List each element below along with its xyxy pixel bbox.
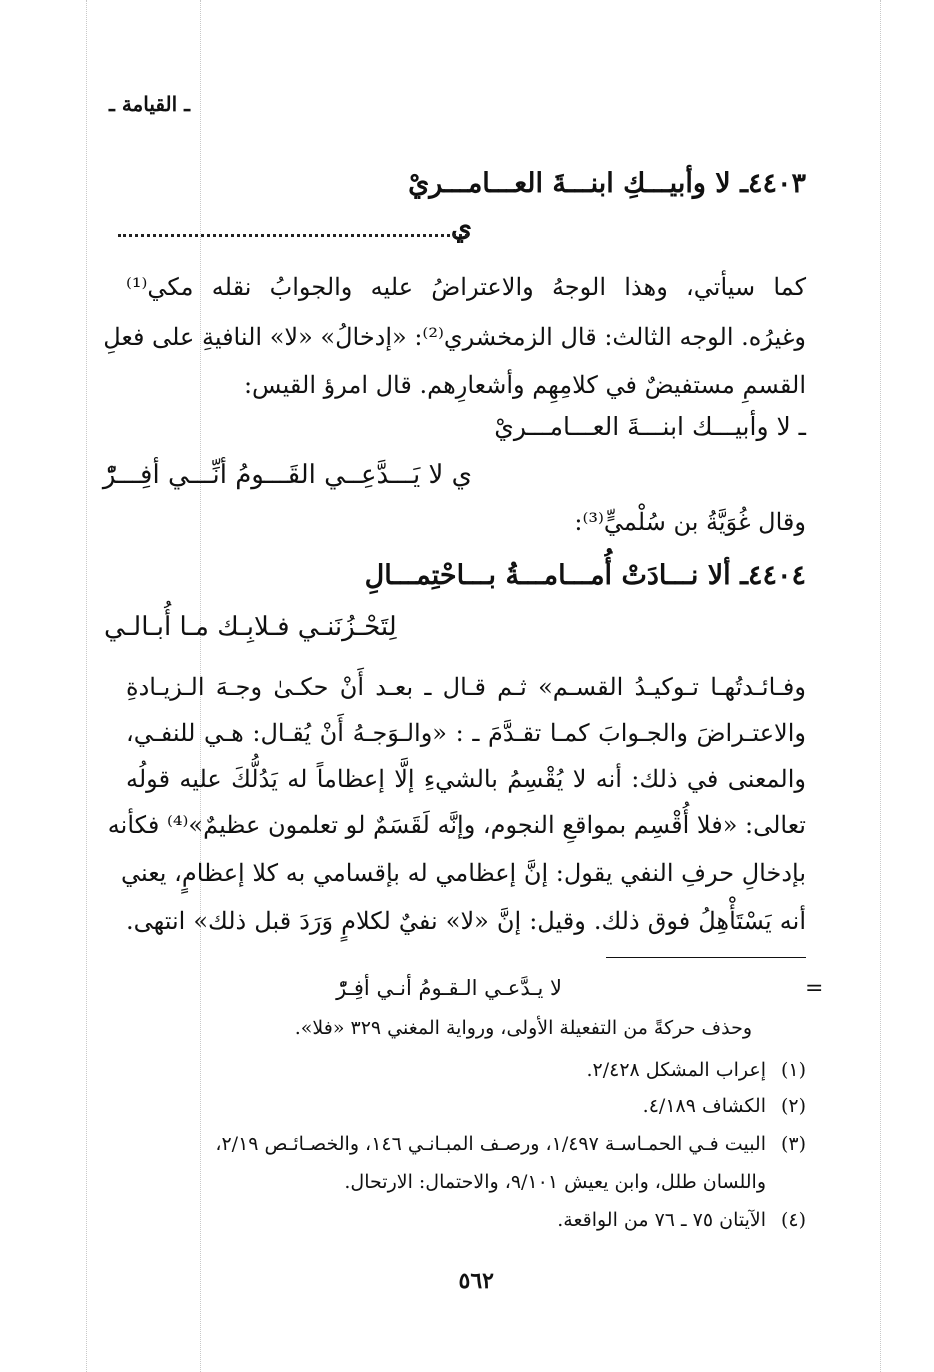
footnote-separator [606,957,806,958]
footnote-number: (٣) [780,1133,806,1155]
quote-imru-first-half: ـ لا وأبيـــك ابنـــةَ العـــامـــريْ [494,412,806,441]
verse-4403-ya: ي [450,212,472,243]
footnote-number: (٢) [780,1095,806,1117]
paragraph-2-line-6: أنه يَسْتَأْهِلُ فوق ذلك. وقيل: إنَّ «لا» نفيٌ لكلامٍ وَرَدَ قبل ذلك» انتهى. [126,907,806,935]
verse-number: ٤٤٠٣ [747,168,806,199]
footnote-cont-verse: لا يـدَّعـي الـقـومُ أنـي أفِـرّْ [336,976,562,1000]
footnote-3-continuation: واللسان طلل، وابن يعيش ٩/١٠١، والاحتمال: الارتحال. [344,1171,766,1193]
footnote-1 [586,1056,806,1084]
verse-text: ـ ألا نـــادَتْ أُمـــامـــةُ بـــاحْتِمـــالِ [364,560,748,591]
footnote-text: البيت فـي الحمـاسـة ١/٤٩٧، ورصـف المبـانـي ١٤٦، والخصـائـص ٢/١٩، [215,1133,766,1155]
footnote-text: الكشاف ٤/١٨٩. [642,1095,766,1117]
running-header: ـ القيامة ـ [109,92,190,116]
verse-text: ـ لا وأبيـــكِ ابنـــةَ العـــامـــريْ [408,168,748,199]
page-number: ٥٦٢ [458,1268,494,1294]
footnote-text: الآيتان ٧٥ ـ ٧٦ من الواقعة. [557,1209,766,1231]
paragraph-1-line-1: كما سيأتي، وهذا الوجهُ والاعتراضُ عليه والجوابُ نقله مكي⁽¹⁾ [126,273,806,301]
footnote-4 [557,1206,806,1234]
verse-4403-first-half [408,168,806,199]
paragraph-2-line-2: والاعتـراضَ والجـوابَ كمـا تقـدَّمَ ـ : «والـوَجـهُ أَنْ يُقـال: هـي للنفـي، [126,719,806,747]
paragraph-1-line-3: القسمِ مستفيضٌ في كلامِهِم وأشعارِهم. قال امرؤ القيس: [243,371,806,399]
footnote-number: (٤) [780,1209,806,1231]
footnote-text: إعراب المشكل ٢/٤٢٨. [586,1059,766,1081]
margin-guide-left [86,0,87,1372]
footnote-cont-note: وحذف حركةً من التفعيلة الأولى، ورواية المغني ٣٢٩ «فلا». [294,1017,752,1039]
verse-4403-omission-dots [118,230,468,237]
paragraph-2-line-3: والمعنى في ذلك: أنه لا يُقْسِمُ بالشيءِ إلَّا إعظاماً له يَدُلُّكَ عليه قولُه [126,765,806,793]
continuation-mark: = [805,976,824,1001]
ghuwayya-intro: وقال غُوَيَّةُ بن سُلْميٍّ⁽³⁾: [574,508,806,536]
margin-guide-right [880,0,881,1372]
verse-number: ٤٤٠٤ [747,560,806,591]
paragraph-2-line-4: تعالى: «فلا أُقْسِم بمواقعِ النجوم، وإنَّه لَقَسَمٌ لو تعلمون عظيمٌ»⁽⁴⁾ فكأنه [107,811,806,839]
paragraph-2-line-1: وفـائـدتُهـا تـوكيـدُ القسـم» ثـم قـال ـ بعـد أَنْ حكـىٰ وجـهَ الـزيـادةِ [126,673,806,701]
quote-imru-second-half: ي لا يَـــدَّعِــي القَـــومُ أنِّـــي أفِـــرّْ [102,460,472,490]
footnote-2 [643,1092,806,1120]
verse-4404-second-half: لِتَحْـزُنَنـي فـلابِـك مـا أُبـالـي [104,612,397,642]
footnote-number: (١) [780,1059,806,1081]
verse-4404-first-half [365,560,806,591]
footnote-3 [215,1130,806,1158]
paragraph-1-line-2: وغيرُه. الوجه الثالث: قال الزمخشري⁽²⁾: «إدخالُ» «لا» النافيةِ على فعلِ [103,323,806,351]
paragraph-2-line-5: بإدخالِ حرفِ النفي يقول: إنَّ إعظامي له بإقسامي به كلا إعظامٍ، يعني [120,859,806,887]
